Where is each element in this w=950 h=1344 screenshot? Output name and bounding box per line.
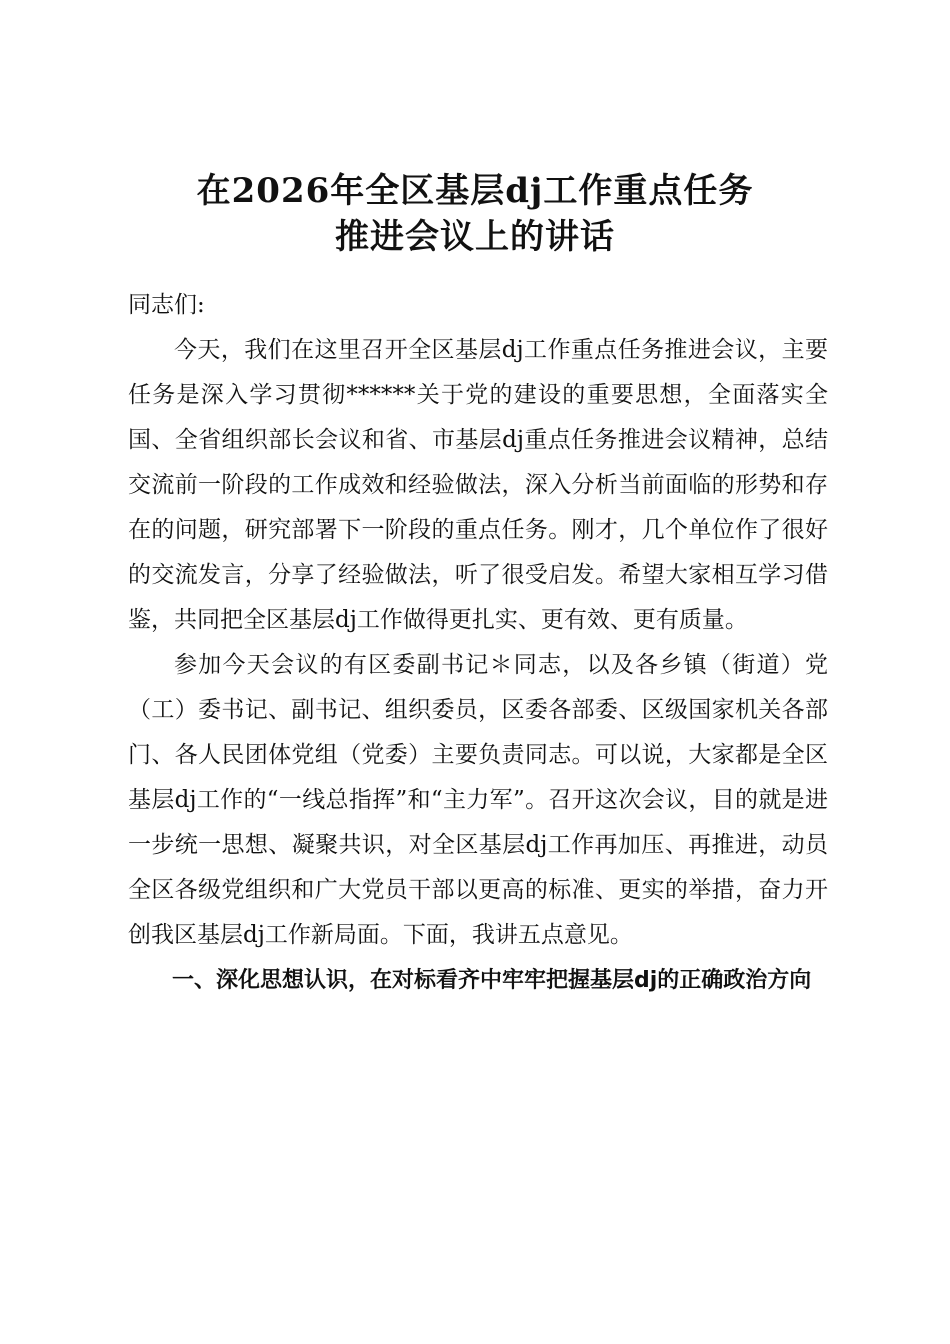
section-heading-1: 一、深化思想认识，在对标看齐中牢牢把握基层dj的正确政治方向 [172,968,812,993]
title-line-1: 在2026年全区基层dj工作重点任务 [196,171,754,211]
title-line-2: 推进会议上的讲话 [335,217,615,257]
salutation: 同志们: [128,292,205,318]
paragraph-1: 今天，我们在这里召开全区基层dj工作重点任务推进会议，主要任务是深入学习贯彻******关于党的建设的重要思想，全面落实全国、全省组织部长会议和省、市基层dj重点任务推进会议精神，总结交流前一阶段的工作成效和经验做法，深入分析当前面临的形势和存在的问题，研究部署下一阶段的重点任务。刚才，几个单位作了很好的交流发言，分享了经验做法，听了很受启发。希望大家相互学习借鉴，共同把全区基层dj工作做得更扎实、更有效、更有质量。 [128,337,828,633]
document-title [0,168,950,260]
document-body [128,283,828,1004]
paragraph-2: 参加今天会议的有区委副书记＊同志，以及各乡镇（街道）党（工）委书记、副书记、组织委员，区委各部委、区级国家机关各部门、各人民团体党组（党委）主要负责同志。可以说，大家都是全区基层dj工作的“一线总指挥”和“主力军”。召开这次会议，目的就是进一步统一思想、凝聚共识，对全区基层dj工作再加压、再推进，动员全区各级党组织和广大党员干部以更高的标准、更实的举措，奋力开创我区基层dj工作新局面。下面，我讲五点意见。 [128,652,828,948]
